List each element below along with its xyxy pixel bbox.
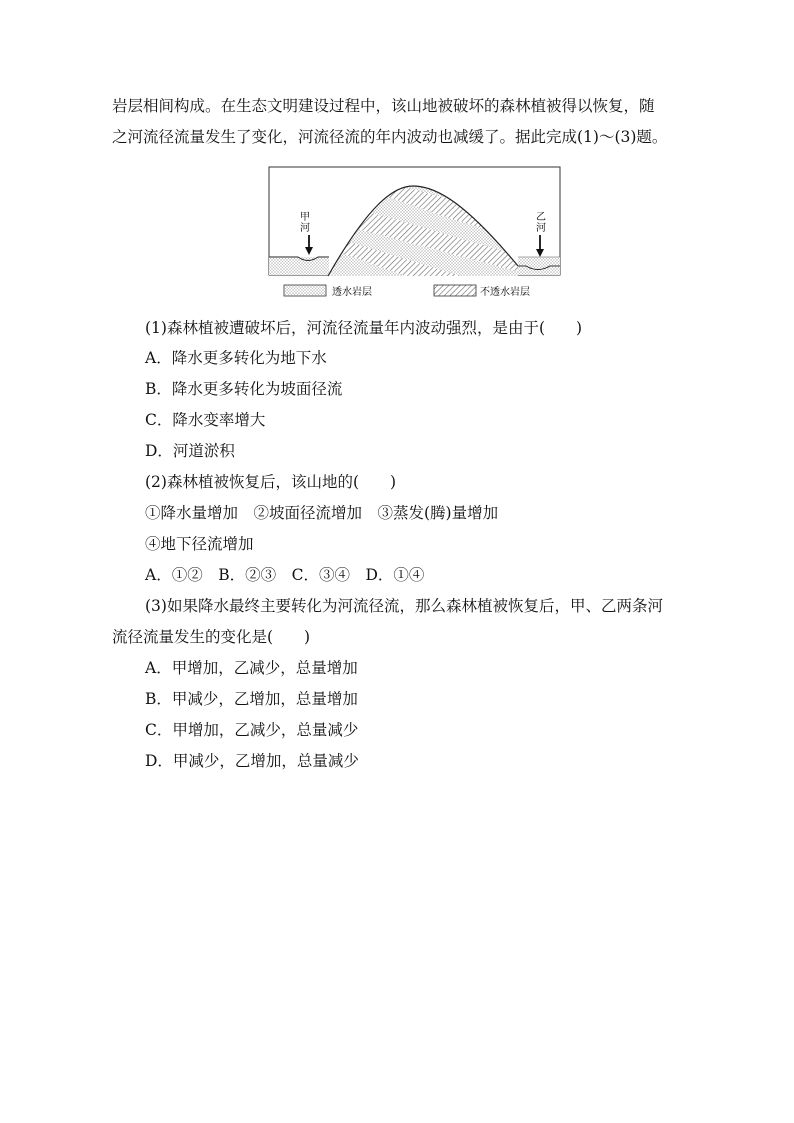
legend-permeable-label: 透水岩层 [332, 287, 372, 298]
q1-option-b: B．降水更多转化为坡面径流 [145, 380, 343, 398]
intro-line-2: 之河流径流量发生了变化，河流径流的年内波动也减缓了。据此完成(1)～(3)题。 [112, 128, 668, 146]
q3-stem-line-2: 流径流量发生的变化是( ) [112, 628, 311, 646]
q1-option-a: A．降水更多转化为地下水 [145, 349, 327, 367]
q2-options: A．①② B．②③ C．③④ D．①④ [145, 566, 425, 584]
cross-section-diagram [268, 166, 562, 302]
q2-items-line-1: ①降水量增加 ②坡面径流增加 ③蒸发(腾)量增加 [145, 504, 499, 522]
river-right-label-2: 河 [536, 223, 546, 234]
q1-option-c: C．降水变率增大 [145, 411, 266, 429]
q2-stem: (2)森林植被恢复后，该山地的( ) [145, 473, 397, 491]
river-left-label-2: 河 [300, 223, 310, 234]
q1-option-d: D．河道淤积 [145, 442, 235, 460]
intro-line-1: 岩层相间构成。在生态文明建设过程中，该山地被破坏的森林植被得以恢复，随 [112, 97, 655, 115]
q3-option-d: D．甲减少，乙增加，总量减少 [145, 752, 359, 770]
legend-impermeable-label: 不透水岩层 [480, 287, 530, 298]
q3-option-c: C．甲增加，乙减少，总量减少 [145, 721, 359, 739]
river-right-label-1: 乙 [536, 212, 546, 223]
legend-permeable-swatch [284, 285, 326, 296]
q3-option-b: B．甲减少，乙增加，总量增加 [145, 690, 358, 708]
cross-section-figure [268, 166, 562, 302]
legend-impermeable-swatch [434, 285, 476, 296]
q1-stem: (1)森林植被遭破坏后，河流径流量年内波动强烈，是由于( ) [145, 319, 583, 337]
q3-stem-line-1: (3)如果降水最终主要转化为河流径流，那么森林植被恢复后，甲、乙两条河 [145, 597, 663, 615]
q2-items-line-2: ④地下径流增加 [145, 535, 254, 553]
river-left-label-1: 甲 [300, 212, 310, 223]
left-ground-layer [269, 257, 329, 275]
q3-option-a: A．甲增加，乙减少，总量增加 [145, 659, 358, 677]
